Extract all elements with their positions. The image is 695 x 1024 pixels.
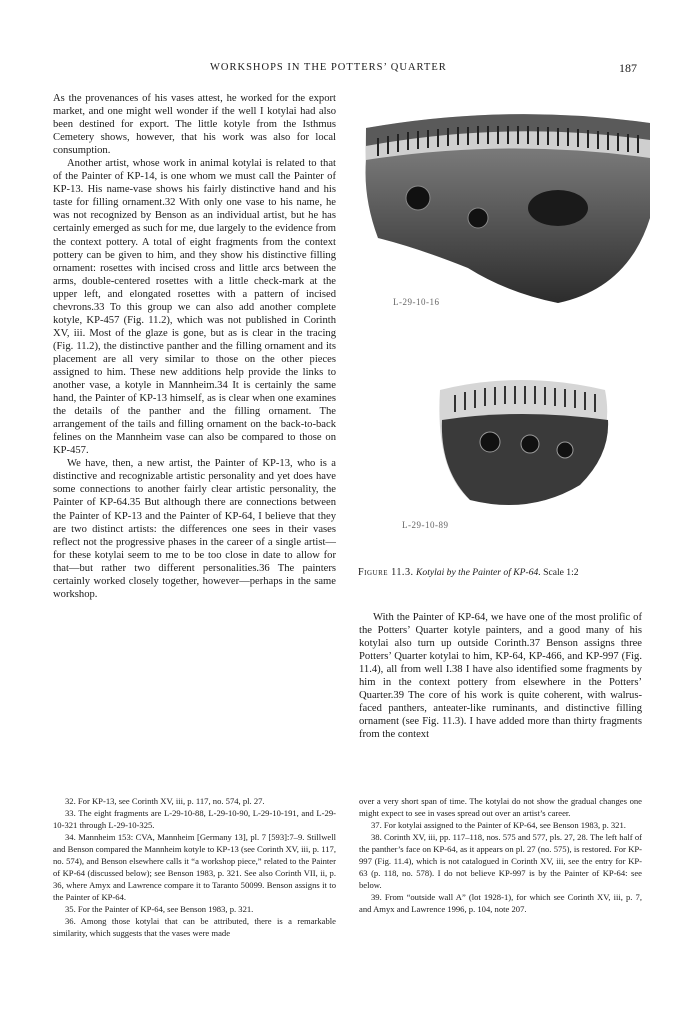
paragraph: With the Painter of KP-64, we have one of the most prolific of the Potters’ Quarter kotyle painters, and a good many of his kotylai also turn up outside Corinth.37 Benson assigns three Potters’ Quarter kotylai to him, KP-64, KP-466, and KP-997 (Fig. 11.4), all from well I.38 I have also identified some fragments by him in the context pottery from elsewhere in the Potters’ Quarter.39 The core of his work is quite coherent, with walrus-faced panthers, anteater-like ruminants, and distinctive filling ornament (see Fig. 11.3). I have added more than thirty fragments from the context [359,612,642,741]
paragraph: As the provenances of his vases attest, he worked for the export market, and one might well wonder if the well I kotylai had also been destined for export. The little kotyle from the Isthmus Cemetery shows, however, that his work was also for local consumption. [53,93,336,157]
paragraph: We have, then, a new artist, the Painter of KP-13, who is a distinctive and recognizable artistic personality and yet does have some connections to another fairly clear artistic personality, the Painter of KP-64.35 But although there are connections between the Painter of KP-13 and the Painter of KP-64, I believe that they are two distinct artists: the differences one sees in their vases reflect not the progressive phases in the career of a single artist—for these kotylai seem to me to be too close in date to allow for that—but rather two different personalities.36 The painters certainly worked closely together, however—perhaps in the same workshop. [53,458,336,600]
footnotes-left [53,795,336,939]
footnote: 36. Among those kotylai that can be attributed, there is a remarkable similarity, which suggests that the vases were made [53,916,336,938]
figure-caption [358,567,658,578]
paragraph: Another artist, whose work in animal kotylai is related to that of the Painter of KP-14, is one whom we must call the Painter of KP-13. His name-vase shows his fairly distinctive hand and his taste for filling ornament.32 With only one vase to his name, he was not recognized by Benson as an individual artist, but he has certainly emerged as such for me, due largely to the evidence from the context pottery. A total of eight fragments from the context pottery can be given to him, and they show his distinctive filling ornament: rosettes with incised cross and little arcs between the arms, double-centered rosettes with a little check-mark at the upper left, and elongated rosettes with a pattern of incised chevrons.33 To this group we can also add another complete kotyle, KP-457 (Fig. 11.2), which was not published in Corinth XV, iii. Most of the glaze is gone, but as is clear in the tracing (Fig. 11.2), the distinctive panther and the filling ornament and its placement are all very similar to those on the other pieces assigned to him. These new additions help provide the links to another vase, a kotyle in Mannheim.34 It is certainly the same hand, the Painter of KP-13 himself, as is clear when one examines the details of the panther and the filling ornament. The arrangement of the tails and filling ornament on the back-to-back felines on the Mannheim vase can also be compared to those on KP-457. [53,158,336,457]
footnote: 34. Mannheim 153: CVA, Mannheim [Germany 13], pl. 7 [593]:7–9. Stillwell and Benson compared the Mannheim kotyle to KP-13 (see Corinth XV, iii, p. 117, no. 574), and Benson elsewhere calls it “a workshop piece,” related to the Painter of KP-64 (discussed below); see Benson 1983, p. 321. See also Corinth VII, ii, p. 36, where Amyx and Lawrence compare it to Taranto 50099. Benson assigns it to the Painter of KP-64. [53,832,336,902]
page-number: 187 [619,61,637,75]
caption-scale: Scale 1:2 [543,567,579,578]
footnote: over a very short span of time. The kotylai do not show the gradual changes one might expect to see in vases spread out over an artist’s career. [359,796,642,818]
footnote: 39. From “outside wall A” (lot 1928-1), for which see Corinth XV, iii, p. 7, and Amyx and Lawrence 1996, p. 104, note 207. [359,892,642,914]
footnote: 38. Corinth XV, iii, pp. 117–118, nos. 575 and 577, pls. 27, 28. The left half of the panther’s face on KP-64, as it appears on pl. 27 (no. 575), is restored. For KP-997 (Fig. 11.4), which is not catalogued in Corinth XV, iii, see the entry for KP-63 (p. 118, no. 578). I do not believe KP-997 is by the Painter of KP-64: see below. [359,832,642,890]
footnote: 32. For KP-13, see Corinth XV, iii, p. 117, no. 574, pl. 27. [65,796,265,806]
footnotes-right [359,795,642,915]
left-column [53,92,336,601]
caption-prefix: Figure 11.3. [358,567,414,578]
right-column [359,611,642,741]
footnote: 37. For kotylai assigned to the Painter of KP-64, see Benson 1983, p. 321. [371,820,626,830]
footnote: 35. For the Painter of KP-64, see Benson 1983, p. 321. [65,904,254,914]
figure-label-bottom: L-29-10-89 [402,520,449,530]
footnote: 33. The eight fragments are L-29-10-88, L-29-10-90, L-29-10-191, and L-29-10-321 through L-29-10-325. [53,808,336,830]
figure-label-top: L-29-10-16 [393,297,440,307]
pottery-fragment-upper-image [358,98,658,308]
pottery-fragment-lower-image [410,370,620,520]
running-head: WORKSHOPS IN THE POTTERS’ QUARTER [210,62,447,73]
caption-title: Kotylai by the Painter of KP-64. [416,567,541,578]
